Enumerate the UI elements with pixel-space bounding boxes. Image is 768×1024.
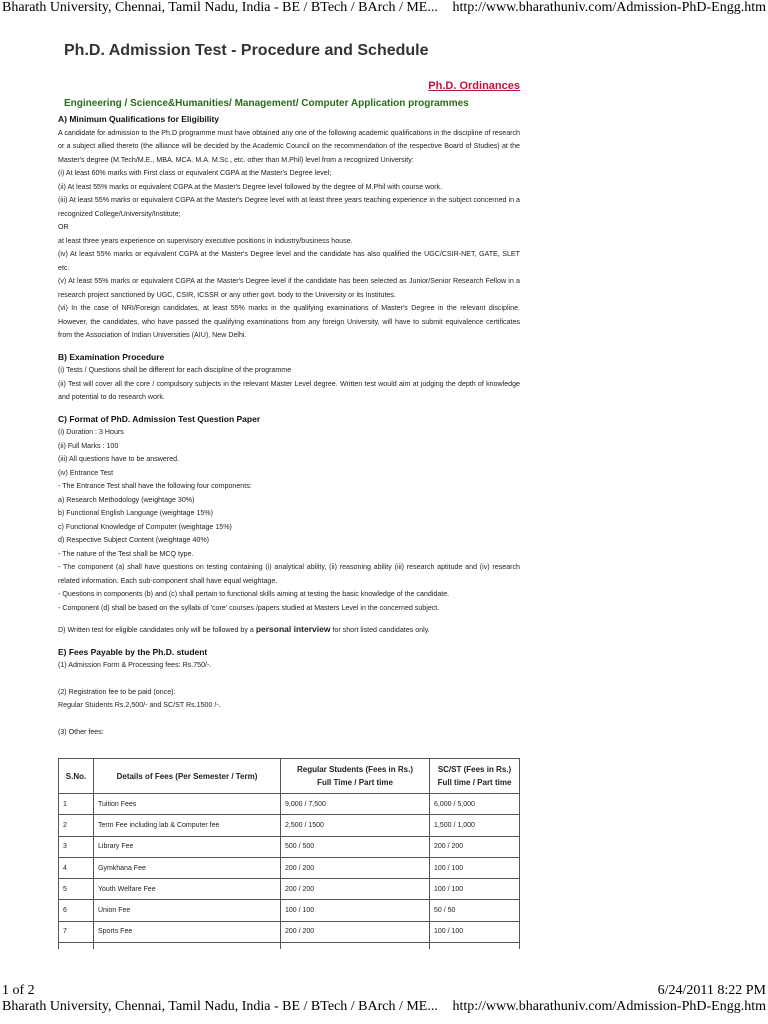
fee-item-3: (3) Other fees:: [58, 727, 104, 736]
format-line: (ii) Full Marks : 100: [58, 441, 119, 450]
cell-regular: 500 / 500: [281, 836, 430, 857]
cell-sno: 1: [59, 794, 94, 815]
cell-sno: 7: [59, 921, 94, 942]
qualification-iii: (iii) At least 55% marks or equivalent CGPA at the Master's Degree level with at least three years teaching experience in the subject concerned in a recognized College/University/Institute;: [58, 196, 520, 218]
qualification-ii: (ii) At least 55% marks or equivalent CGPA at the Master's Degree level followed by the degree of M.Phil with course work.: [58, 182, 443, 191]
cell-sno: 6: [59, 900, 94, 921]
cell-details: Tuition Fees: [94, 794, 281, 815]
col-header-scst: [430, 759, 520, 794]
qualification-i: (i) At least 60% marks with First class or equivalent CGPA at the Master's Degree level;: [58, 169, 332, 177]
cell-details: Youth Welfare Fee: [94, 879, 281, 900]
col-header-regular-line1: Regular Students (Fees in Rs.): [296, 765, 414, 774]
cell-scst: 6,000 / 5,000: [430, 794, 520, 815]
print-header-url: http://www.bharathuniv.com/Admission-PhD-Engg.htm: [452, 0, 766, 15]
cell-regular: 200 / 200: [281, 857, 430, 878]
format-line: - The Entrance Test shall have the following four components:: [58, 482, 252, 490]
phd-ordinances-link[interactable]: Ph.D. Ordinances: [428, 80, 520, 92]
qualification-iii-alt: at least three years experience on supervisory executive positions in industry/business house.: [58, 236, 353, 245]
fees-table: [58, 758, 520, 949]
format-line: b) Functional English Language (weightage 15%): [58, 509, 213, 517]
format-line: (iii) All questions have to be answered.: [58, 455, 180, 463]
programmes-subtitle: Engineering / Science&Humanities/ Management/ Computer Application programmes: [64, 98, 469, 109]
cell-sno: 4: [59, 857, 94, 878]
cell-sno: 5: [59, 879, 94, 900]
format-line: c) Functional Knowledge of Computer (weightage 15%): [58, 522, 232, 531]
procedure-i: (i) Tests / Questions shall be different for each discipline of the programme: [58, 366, 292, 374]
qualification-vi: (vi) In the case of NRI/Foreign candidates, at least 55% marks in the qualifying examinations of Master's Degree in the relevant discipline. However, the candidates, who have passed the qualifying examinations from any foreign University, will have to submit equivalence certificates from the Association of Indian Universities (AIU), New Delhi.: [58, 304, 520, 339]
print-header-title: Bharath University, Chennai, Tamil Nadu, India - BE / BTech / BArch / ME...: [2, 0, 438, 15]
cell-details: Gymkhana Fee: [94, 857, 281, 878]
print-footer-url: http://www.bharathuniv.com/Admission-PhD-Engg.htm: [452, 999, 766, 1014]
page-count: 1 of 2: [2, 983, 35, 998]
print-footer-title: Bharath University, Chennai, Tamil Nadu, India - BE / BTech / BArch / ME...: [2, 999, 438, 1014]
cell-scst: 1,500 / 1,000: [430, 815, 520, 836]
section-d-before: D) Written test for eligible candidates only will be followed by a: [58, 626, 256, 634]
table-row: [59, 857, 520, 878]
cell-scst: 100 / 100: [430, 921, 520, 942]
format-line: - The nature of the Test shall be MCQ type.: [58, 549, 194, 558]
personal-interview-text: personal interview: [255, 624, 331, 634]
fee-item-1: (1) Admission Form & Processing fees: Rs.750/-.: [58, 661, 212, 669]
col-header-scst-line1: SC/ST (Fees in Rs.): [437, 765, 512, 774]
cell-regular: 100 / 100: [281, 900, 430, 921]
component-a-note: - The component (a) shall have questions on testing containing (i) analytical ability, (ii) reasoning ability (iii) research aptitude and (iv) research related information. Each sub-component shall have equal weightage.: [58, 563, 520, 585]
cell-scst: 50 / 50: [430, 900, 520, 921]
section-d-text: [58, 623, 520, 638]
table-row: [59, 879, 520, 900]
table-row: [59, 794, 520, 815]
col-header-regular: [281, 759, 430, 794]
cell-regular: 200 / 200: [281, 879, 430, 900]
cell-details: Term Fee including lab & Computer fee: [94, 815, 281, 836]
component-d-note: - Component (d) shall be based on the syllabi of 'core' courses /papers studied at Masters Level in the concerned subject.: [58, 603, 440, 612]
cell-details: Union Fee: [94, 900, 281, 921]
cell-regular: 200 / 200: [281, 921, 430, 942]
cell-regular: 9,000 / 7,500: [281, 794, 430, 815]
fees-table-header-row: [59, 759, 520, 794]
section-c-heading: C) Format of PhD. Admission Test Question Paper: [58, 413, 261, 424]
cell-regular: 2,500 / 1500: [281, 815, 430, 836]
section-e-heading: E) Fees Payable by the Ph.D. student: [58, 646, 208, 657]
fee-item-2: (2) Registration fee to be paid (once):: [58, 687, 176, 696]
table-row: [59, 836, 520, 857]
print-datetime: 6/24/2011 8:22 PM: [657, 983, 766, 998]
procedure-ii: (ii) Test will cover all the core / compulsory subjects in the relevant Master Level degree. Written test would aim at judging the depth of knowledge and potential to do research work.: [58, 379, 520, 401]
section-d-after: for short listed candidates only.: [330, 626, 430, 634]
cell-scst: 100 / 100: [430, 879, 520, 900]
section-b-heading: B) Examination Procedure: [58, 351, 165, 362]
table-row: [59, 900, 520, 921]
cell-scst: 100 / 100: [430, 857, 520, 878]
format-line: (i) Duration : 3 Hours: [58, 428, 124, 436]
fee-item-2-detail: Regular Students Rs.2,500/- and SC/ST Rs.1500 /-.: [58, 701, 221, 709]
format-line: (iv) Entrance Test: [58, 468, 114, 477]
cell-sno: 2: [59, 815, 94, 836]
qualification-v: (v) At least 55% marks or equivalent CGPA at the Master's Degree level if the candidate has been selected as Junior/Senior Research Fellow in a research project sanctioned by UGC, CSIR, ICSSR or any other govt. body to the University or its Institutes.: [58, 277, 520, 299]
table-row: [59, 815, 520, 836]
admission-body: [58, 113, 520, 739]
page-title: Ph.D. Admission Test - Procedure and Schedule: [64, 42, 429, 59]
cell-details: Library Fee: [94, 836, 281, 857]
format-line: a) Research Methodology (weightage 30%): [58, 495, 195, 504]
cell-sno: 3: [59, 836, 94, 857]
qualification-iv: (iv) At least 55% marks or equivalent CGPA at the Master's Degree level and the candidate has also qualified the UGC/CSIR-NET, GATE, SLET etc.: [58, 250, 520, 272]
col-header-regular-line2: Full Time / Part time: [317, 778, 393, 787]
section-a-heading: A) Minimum Qualifications for Eligibility: [58, 114, 220, 124]
components-bc-note: - Questions in components (b) and (c) shall pertain to functional skills aiming at testing the basic knowledge of the candidate.: [58, 590, 450, 598]
col-header-scst-line2: Full time / Part time: [437, 778, 512, 787]
cell-scst: 200 / 200: [430, 836, 520, 857]
qualification-or: OR: [58, 223, 69, 231]
format-line: d) Respective Subject Content (weightage 40%): [58, 536, 210, 544]
cell-details: Sports Fee: [94, 921, 281, 942]
table-row: [59, 921, 520, 942]
col-header-sno: S.No.: [59, 759, 94, 794]
section-a-intro: A candidate for admission to the Ph.D programme must have obtained any one of the following academic qualifications in the discipline of research or a subject allied thereto (the alliance will be decided by the Academic Council on the recommendation of the respective Board of Studies) at the Master's degree (M.Tech/M.E., MBA. MCA. M.A. M.Sc., etc. other than M.Phil) level from a recognized University:: [58, 128, 520, 164]
table-row-cut: [59, 943, 520, 950]
col-header-details: Details of Fees (Per Semester / Term): [94, 759, 281, 794]
